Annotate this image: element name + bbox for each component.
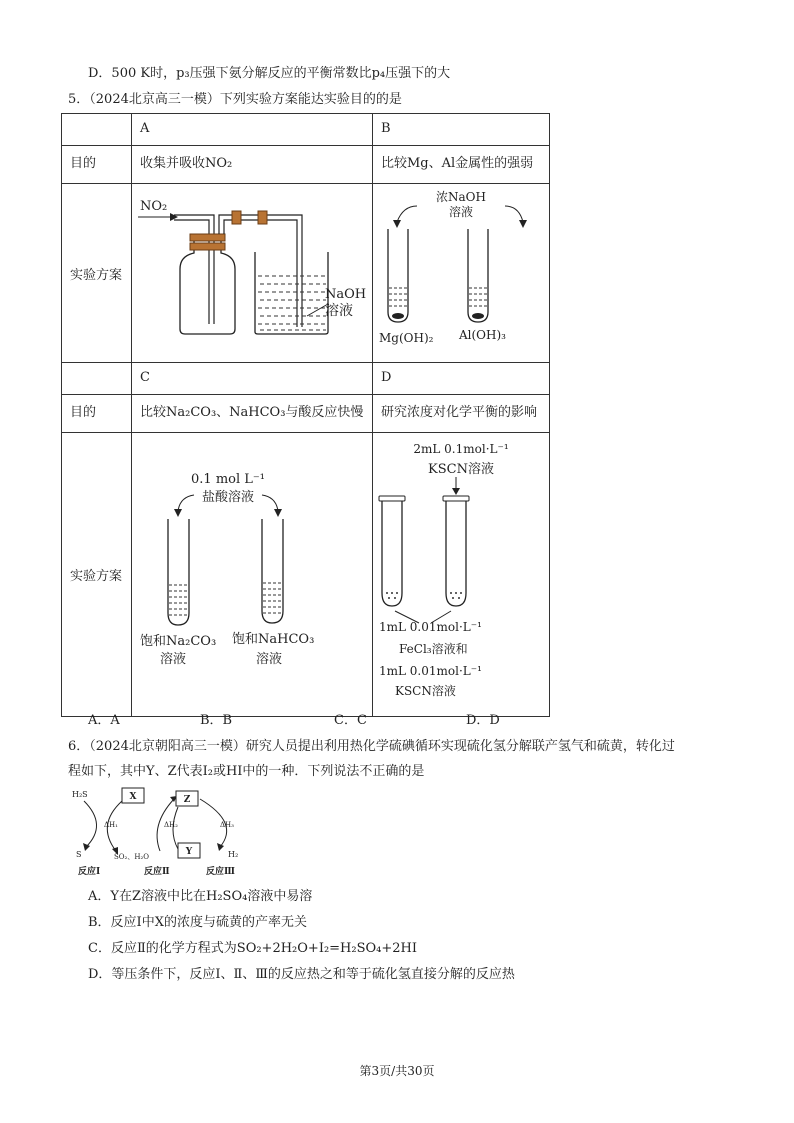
row-label-purpose-1: 目的: [62, 146, 132, 184]
q5-option-c[interactable]: C．C: [334, 713, 367, 728]
fig-b-label-right: Al(OH)₃: [459, 328, 506, 342]
fig-b-label-left: Mg(OH)₂: [379, 331, 434, 345]
cycle-reaction-2-label: 反应Ⅱ: [144, 867, 170, 877]
fig-a-sol-label-2: 溶液: [325, 303, 353, 319]
q5-stem: 5．（2024北京高三一模）下列实验方案能达实验目的的是: [68, 92, 402, 107]
col-header-a: A: [132, 114, 373, 146]
fig-a-stopper-bottom: [190, 243, 225, 250]
cycle-dh3-label: ΔH₃: [220, 821, 234, 829]
fig-d-arrowhead: [452, 488, 460, 495]
fig-a-outlet-tube: [219, 215, 302, 327]
fig-d-tube-right-liquid: [450, 592, 462, 599]
fig-c-top-label-2: 盐酸溶液: [201, 490, 255, 505]
cycle-dh2-label: ΔH₂: [164, 821, 178, 829]
cycle-y-label: Y: [185, 847, 193, 857]
cycle-arrow-1: [84, 801, 97, 847]
figure-b-diagram: [373, 184, 549, 358]
fig-c-left-label-2: 溶液: [160, 652, 187, 667]
q6-cycle-diagram: [70, 785, 250, 880]
fig-a-connector-right: [258, 211, 267, 224]
fig-d-bottom-label-2: FeCl₃溶液和: [399, 642, 468, 656]
col-header-d: D: [373, 363, 550, 395]
fig-c-arrow-right: [262, 495, 278, 511]
fig-b-arrow-right: [505, 206, 523, 222]
fig-d-top-label-1: 2mL 0.1mol·L⁻¹: [413, 442, 509, 456]
fig-a-stopper-top: [190, 234, 225, 241]
figure-c-cell: [132, 433, 373, 717]
figure-d-diagram: [373, 433, 549, 712]
col-header-c: C: [132, 363, 373, 395]
fig-a-beaker: [255, 252, 328, 334]
fig-b-tube-right-liquid: [469, 288, 487, 306]
fig-b-arrowhead-right: [519, 220, 527, 228]
figure-d-cell: [373, 433, 550, 717]
q5-table: [61, 113, 550, 717]
cycle-x-label: X: [129, 792, 137, 802]
cycle-reaction-3-label: 反应Ⅲ: [206, 867, 235, 877]
cycle-h2-label: H₂: [228, 850, 239, 859]
fig-c-arrowhead-right: [274, 509, 282, 517]
fig-c-right-label-2: 溶液: [256, 652, 283, 667]
page-footer: 第3页/共30页: [359, 1064, 435, 1078]
q6-option-b[interactable]: B．反应Ⅰ中X的浓度与硫黄的产率无关: [88, 915, 307, 930]
fig-d-bottom-label-3: 1mL 0.01mol·L⁻¹: [379, 664, 482, 678]
prev-option-d: D．500 K时，p₃压强下氨分解反应的平衡常数比p₄压强下的大: [88, 66, 451, 81]
fig-a-gas-label: NO₂: [140, 199, 168, 214]
fig-b-tube-left-liquid: [389, 288, 407, 306]
figure-a-diagram: [132, 184, 372, 358]
q5-option-a[interactable]: A．A: [88, 713, 120, 728]
q6-stem-line-2: 程如下，其中Y、Z代表I₂或HI中的一种．下列说法不正确的是: [68, 764, 425, 779]
q5-option-d[interactable]: D．D: [466, 713, 500, 728]
fig-d-bottom-label-1: 1mL 0.01mol·L⁻¹: [379, 620, 482, 634]
purpose-a: 收集并吸收NO₂: [132, 146, 373, 184]
q6-option-c[interactable]: C．反应Ⅱ的化学方程式为SO₂+2H₂O+I₂=H₂SO₄+2HI: [88, 941, 418, 956]
q6-option-a[interactable]: A．Y在Z溶液中比在H₂SO₄溶液中易溶: [88, 889, 313, 904]
q6-option-d[interactable]: D．等压条件下，反应Ⅰ、Ⅱ、Ⅲ的反应热之和等于硫化氢直接分解的反应热: [88, 967, 515, 982]
fig-c-arrow-left: [178, 495, 194, 511]
q5-options: [88, 709, 548, 727]
fig-d-tube-right-lip: [443, 496, 469, 501]
fig-d-tube-left: [382, 501, 402, 606]
cycle-s-label: S: [76, 850, 82, 859]
fig-b-precipitate-right: [472, 313, 484, 319]
fig-c-arrowhead-left: [174, 509, 182, 517]
fig-b-tube-left: [388, 229, 408, 322]
cycle-arrowhead-5: [217, 843, 224, 851]
cell-blank-2: [62, 363, 132, 395]
row-label-purpose-2: 目的: [62, 395, 132, 433]
fig-a-beaker-liquid: [258, 276, 326, 330]
fig-d-tube-left-liquid: [386, 592, 398, 599]
fig-a-sol-label-1: NaOH: [325, 287, 367, 302]
figure-a-cell: [132, 184, 373, 363]
cycle-so2h2o-label: SO₂、H₂O: [114, 853, 149, 861]
fig-c-top-label-1: 0.1 mol L⁻¹: [191, 472, 265, 487]
figure-c-diagram: [132, 433, 372, 712]
cycle-dh1-label: ΔH₁: [104, 821, 118, 829]
fig-b-top-label-2: 溶液: [448, 205, 474, 219]
fig-c-left-label-1: 饱和Na₂CO₃: [140, 634, 217, 649]
fig-b-precipitate-left: [392, 313, 404, 319]
q6-stem-line-1: 6．（2024北京朝阳高三一模）研究人员提出利用热化学硫碘循环实现硫化氢分解联产氢气和硫黄，转化过: [68, 739, 675, 754]
cycle-z-label: Z: [183, 795, 191, 805]
fig-c-tube-right-liquid: [263, 583, 282, 613]
fig-d-tube-left-lip: [379, 496, 405, 501]
fig-b-arrow-left: [397, 206, 417, 222]
fig-c-right-label-1: 饱和NaHCO₃: [232, 632, 315, 647]
purpose-b: 比较Mg、Al金属性的强弱: [373, 146, 550, 184]
row-label-plan-2: 实验方案: [62, 433, 132, 717]
fig-c-tube-left-liquid: [169, 585, 188, 615]
fig-d-top-label-2: KSCN溶液: [428, 462, 494, 477]
row-label-plan-1: 实验方案: [62, 184, 132, 363]
q5-option-b[interactable]: B．B: [200, 713, 233, 728]
cycle-h2s-label: H₂S: [72, 790, 88, 799]
cell-blank-1: [62, 114, 132, 146]
fig-b-tube-right: [468, 229, 488, 322]
col-header-b: B: [373, 114, 550, 146]
fig-b-top-label-1: 浓NaOH: [436, 190, 486, 204]
purpose-c: 比较Na₂CO₃、NaHCO₃与酸反应快慢: [132, 395, 373, 433]
cycle-reaction-1-label: 反应Ⅰ: [78, 867, 101, 877]
fig-a-gas-bottle: [180, 241, 235, 334]
fig-d-bottom-label-4: KSCN溶液: [395, 684, 456, 698]
fig-b-arrowhead-left: [393, 220, 401, 228]
purpose-d: 研究浓度对化学平衡的影响: [373, 395, 550, 433]
fig-a-connector-left: [232, 211, 241, 224]
figure-b-cell: [373, 184, 550, 363]
fig-d-tube-right: [446, 501, 466, 606]
